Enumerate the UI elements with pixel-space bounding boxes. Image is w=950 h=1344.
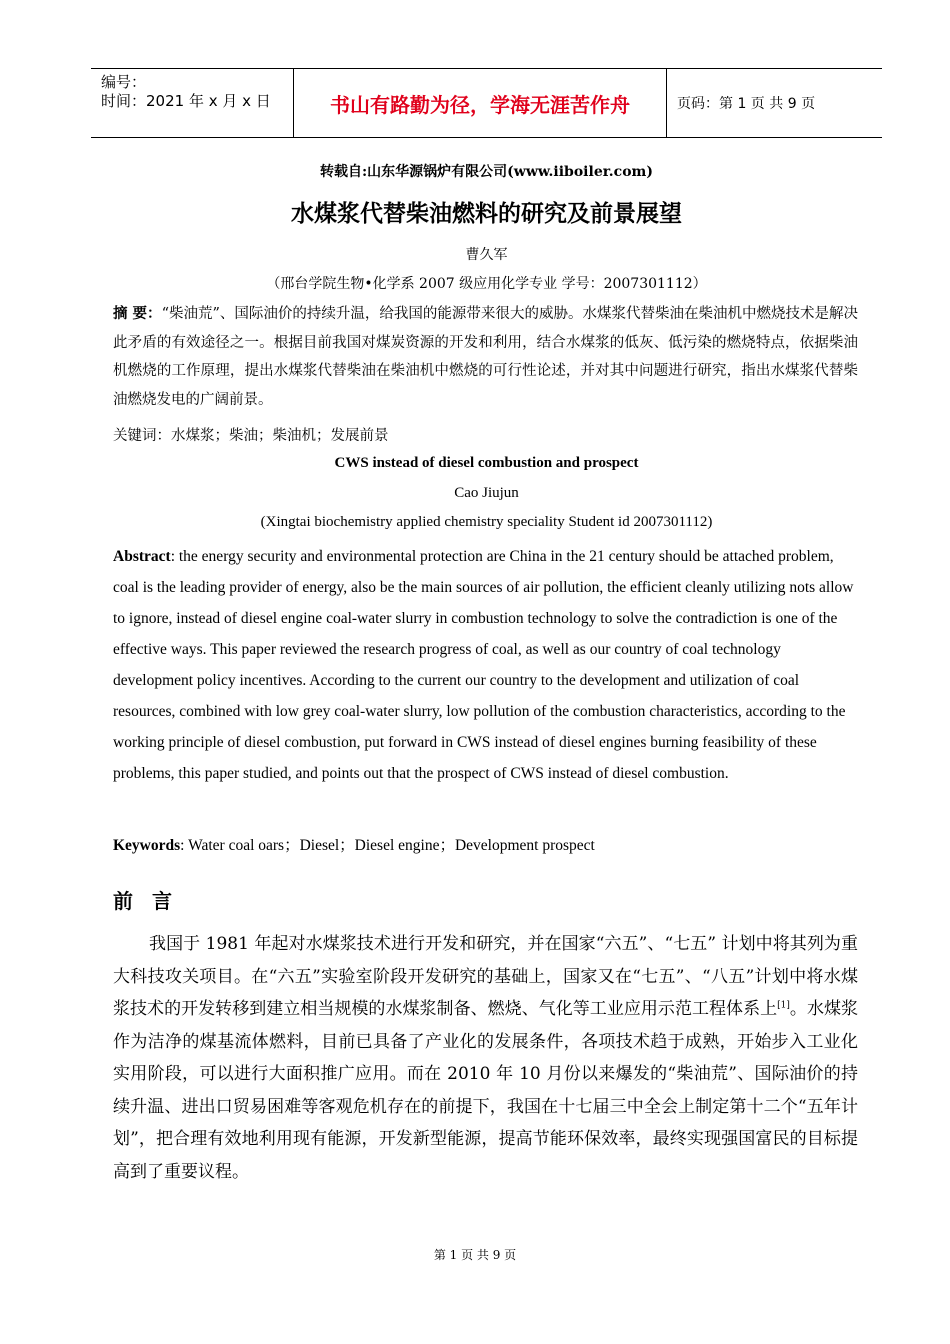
keywords-english-text: : Water coal oars；Diesel；Diesel engine；Development prospect [180, 837, 595, 854]
abstract-chinese [113, 300, 858, 414]
section-heading-preface: 前 言 [113, 889, 178, 913]
keywords-english [113, 833, 595, 855]
abstract-english [113, 541, 858, 789]
abstract-chinese-text: “柴油荒”、国际油价的持续升温，给我国的能源带来很大的威胁。水煤浆代替柴油在柴油机中燃烧技术是解决此矛盾的有效途径之一。根据目前我国对煤炭资源的开发和利用，结合水煤浆的低灰、低污染的燃烧特点，依据柴油机燃烧的工作原理，提出水煤浆代替柴油在柴油机中燃烧的可行性论述，并对其中问题进行研究，指出水煤浆代替柴油燃烧发电的广阔前景。 [113, 306, 858, 408]
source-line: 转载自:山东华源锅炉有限公司(www.iiboiler.com) [320, 164, 653, 180]
header-number: 编号： [101, 73, 147, 91]
author-english: Cao Jiujun [454, 485, 519, 501]
document-header [91, 68, 882, 138]
header-meta [91, 69, 293, 137]
body-paragraph [113, 928, 858, 1188]
keywords-chinese: 关键词：水煤浆；柴油；柴油机；发展前景 [113, 428, 389, 444]
keywords-english-label: Keywords [113, 837, 181, 854]
author-chinese: 曹久军 [465, 247, 508, 263]
citation-ref[interactable]: [1] [777, 1000, 790, 1011]
body-text-part2: 。水煤浆作为洁净的煤基流体燃料，目前已具备了产业化的发展条件，各项技术趋于成熟，开始步入工业化实用阶段，可以进行大面积推广应用。而在 2010 年 10 月份以来爆发的“柴油荒”、国际油价的持续升温、进出口贸易困难等客观危机存在的前提下，我国在十七届三中全会上制定第十二个“五年计划”，把合理有效地利用现有能源，开发新型能源，提高节能环保效率，最终实现强国富民的目标提高到了重要议程。 [113, 999, 859, 1182]
abstract-english-label: Abstract [113, 548, 171, 565]
header-page-info: 页码：第 1 页 共 9 页 [677, 96, 816, 112]
abstract-english-text: : the energy security and environmental protection are China in the 21 century should be attached problem, coal is the leading provider of energy, also be the main sources of air pollution, the efficient cleanly utilizing nots allow to ignore, instead of diesel engine coal-water slurry in combustion technology to solve the contradiction is one of the effective ways. This paper reviewed the research progress of coal, as well as our country of coal technology development policy incentives. According to the current our country to the development and utilization of coal resources, combined with low grey coal-water slurry, low pollution of the combustion characteristics, according to the working principle of diesel combustion, put forward in CWS instead of diesel engines burning feasibility of these problems, this paper studied, and points out that the prospect of CWS instead of diesel combustion. [113, 548, 854, 782]
body-text-part1: 我国于 1981 年起对水煤浆技术进行开发和研究，并在国家“六五”、“七五” 计划中将其列为重大科技攻关项目。在“六五”实验室阶段开发研究的基础上，国家又在“七五”、“八五”计划中将水煤浆技术的开发转移到建立相当规模的水煤浆制备、燃烧、气化等工业应用示范工程体系上 [113, 934, 858, 1019]
header-time: 时间：2021 年 x 月 x 日 [101, 92, 271, 110]
abstract-chinese-label: 摘 要： [113, 305, 162, 322]
title-chinese: 水煤浆代替柴油燃料的研究及前景展望 [291, 201, 682, 227]
header-motto: 书山有路勤为径，学海无涯苦作舟 [293, 69, 667, 137]
page-footer: 第 1 页 共 9 页 [433, 1248, 517, 1262]
title-english: CWS instead of diesel combustion and prospect [334, 455, 639, 471]
affiliation-chinese: （邢台学院生物•化学系 2007 级应用化学专业 学号：2007301112） [266, 276, 707, 292]
affiliation-english: (Xingtai biochemistry applied chemistry speciality Student id 2007301112) [260, 514, 713, 530]
